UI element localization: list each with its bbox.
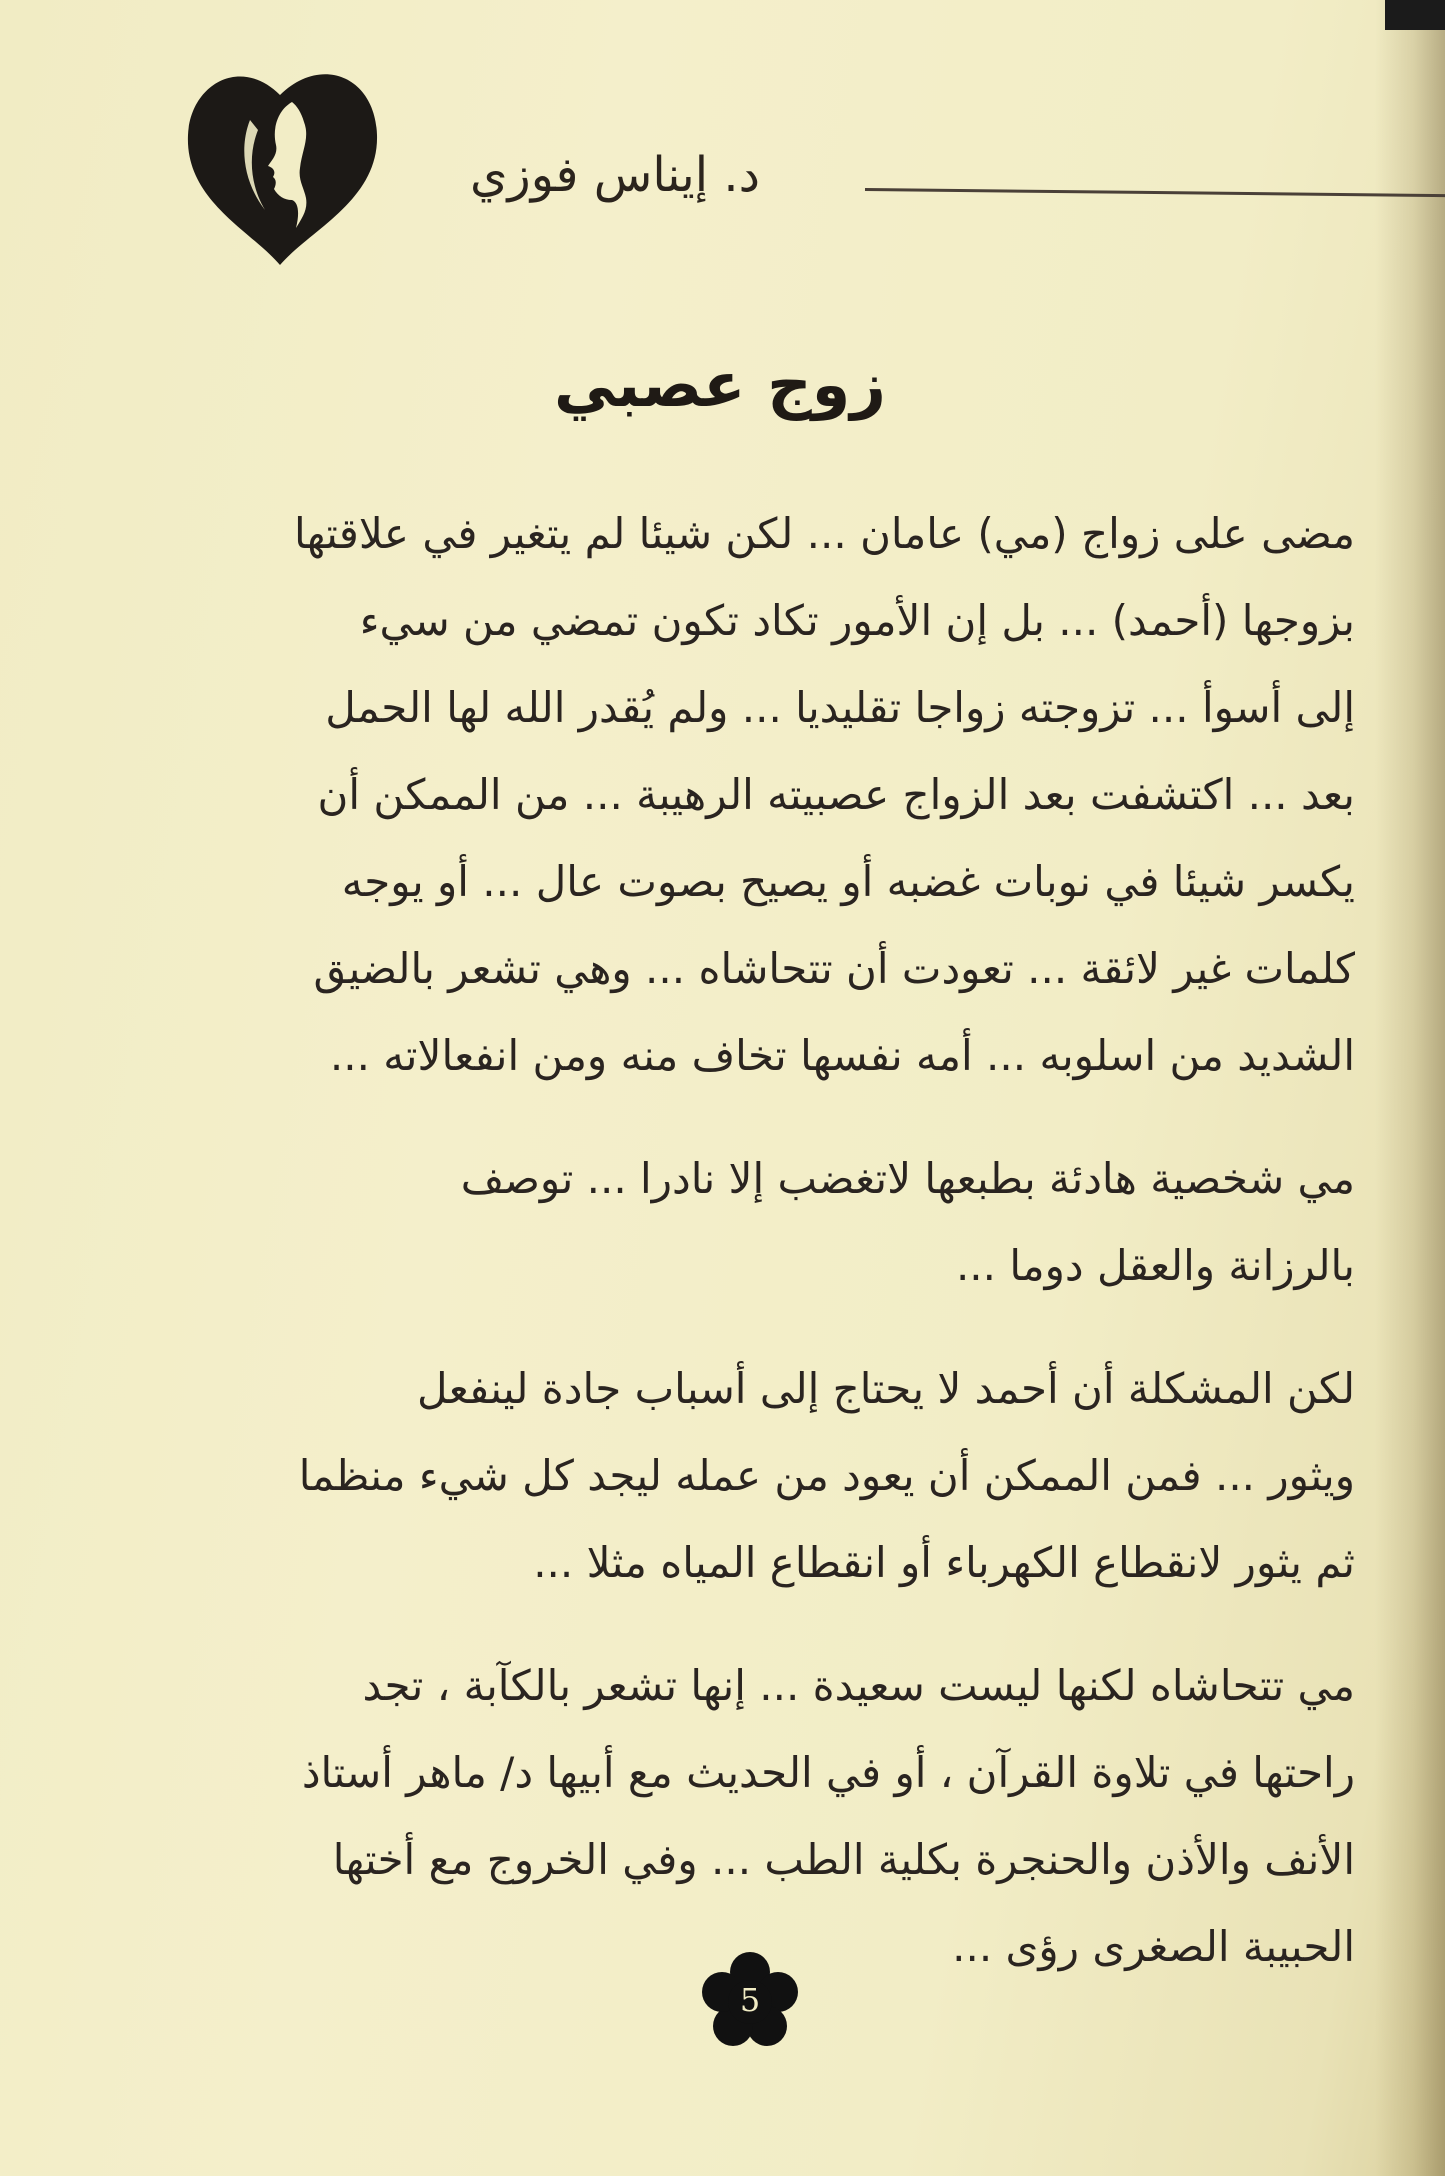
page-edge-shadow: [1375, 0, 1445, 2176]
text-line: الحبيبة الصغرى رؤى ...: [952, 1922, 1355, 1971]
chapter-body: [205, 490, 1355, 2026]
text-line: الأنف والأذن والحنجرة بكلية الطب ... وفي الخروج مع أختها: [332, 1835, 1355, 1884]
paragraph: [205, 1135, 1355, 1309]
text-line: راحتها في تلاوة القرآن ، أو في الحديث مع أبيها د/ ماهر أستاذ: [301, 1748, 1355, 1797]
heart-with-woman-profile-icon: [180, 50, 385, 275]
text-line: ثم يثور لانقطاع الكهرباء أو انقطاع المياه مثلا ...: [533, 1538, 1355, 1587]
background-corner: [1385, 0, 1445, 30]
text-line: ويثور ... فمن الممكن أن يعود من عمله ليجد كل شيء منظما: [298, 1451, 1355, 1500]
text-line: بالرزانة والعقل دوما ...: [955, 1241, 1355, 1290]
text-line: إلى أسوأ ... تزوجته زواجا تقليديا ... ولم يُقدر الله لها الحمل: [325, 683, 1355, 732]
text-line: يكسر شيئا في نوبات غضبه أو يصيح بصوت عال ... أو يوجه: [341, 857, 1355, 906]
text-line: مي تتحاشاه لكنها ليست سعيدة ... إنها تشعر بالكآبة ، تجد: [362, 1661, 1355, 1710]
text-line: مضى على زواج (مي) عامان ... لكن شيئا لم يتغير في علاقتها: [293, 509, 1355, 558]
header-divider: [865, 188, 1445, 198]
paragraph: [205, 490, 1355, 1099]
page-number-ornament: [700, 1950, 800, 2050]
paragraph: [205, 1642, 1355, 1990]
text-line: كلمات غير لائقة ... تعودت أن تتحاشاه ... وهي تشعر بالضيق: [313, 944, 1355, 993]
text-line: لكن المشكلة أن أحمد لا يحتاج إلى أسباب جادة لينفعل: [416, 1364, 1355, 1413]
text-line: بعد ... اكتشفت بعد الزواج عصبيته الرهيبة ... من الممكن أن: [317, 770, 1355, 819]
text-line: مي شخصية هادئة بطبعها لاتغضب إلا نادرا ... توصف: [460, 1154, 1355, 1203]
chapter-title: زوج عصبي: [554, 348, 886, 421]
text-line: الشديد من اسلوبه ... أمه نفسها تخاف منه ومن انفعالاته ...: [329, 1031, 1355, 1080]
paragraph: [205, 1345, 1355, 1606]
page-number: 5: [739, 1981, 761, 2019]
text-line: بزوجها (أحمد) ... بل إن الأمور تكاد تكون تمضي من سيء: [359, 596, 1355, 645]
author-name: د. إيناس فوزي: [469, 147, 761, 203]
page-header: [180, 50, 1360, 280]
